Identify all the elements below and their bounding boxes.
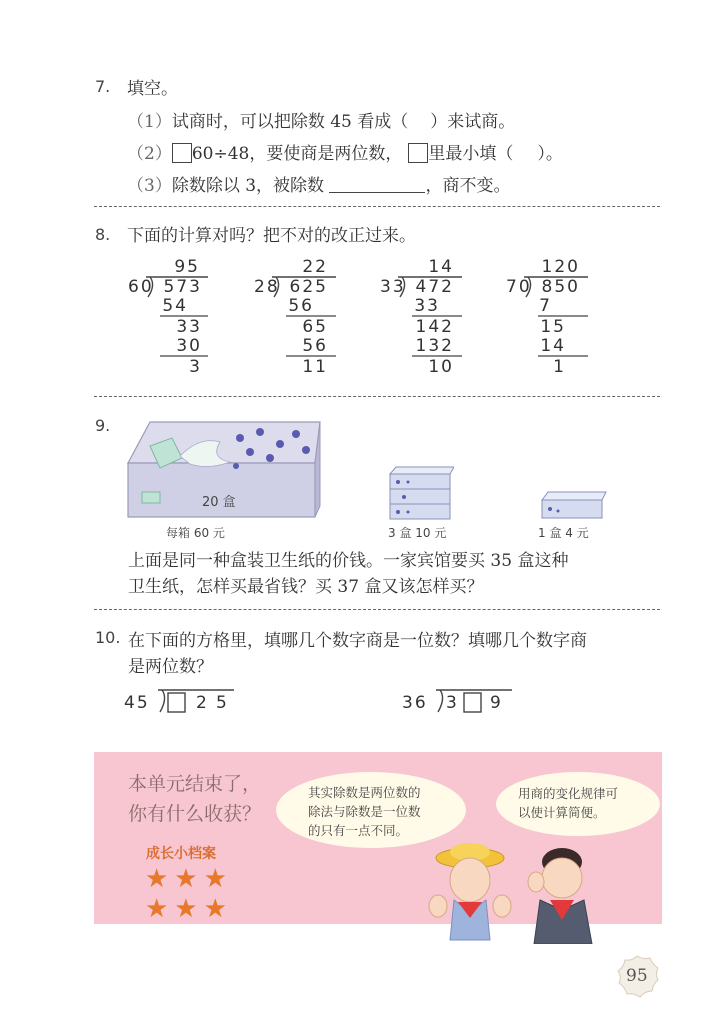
- single-box-top: [542, 492, 606, 500]
- bubble-2-line2: 以使计算简便。: [518, 805, 606, 820]
- q8-p2-divisor: 28: [254, 277, 280, 297]
- q8-p3-row2: 142: [415, 317, 454, 337]
- star-row-2-icon: ★★★: [145, 894, 233, 924]
- q7-sub3-label: （3）: [127, 176, 172, 196]
- divider-2: [94, 396, 660, 397]
- q7-sub2-text-a: 60÷48，要使商是两位数，: [191, 144, 403, 164]
- q10-p2-divisor: 36: [402, 693, 428, 713]
- q8-p1-divisor: 60: [128, 277, 154, 297]
- q8-p2-row3: 56: [302, 336, 328, 356]
- q7-sub2: [127, 139, 563, 164]
- q10-text-line1: 在下面的方格里，填哪几个数字商是一位数？填哪几个数字商: [128, 631, 587, 651]
- q10-p2-bracket: [438, 690, 443, 712]
- q10-text-line2: 是两位数？: [128, 657, 213, 677]
- q7-sub2-text-b: 里最小填（: [428, 144, 514, 164]
- caption-three-boxes: 3 盒 10 元: [388, 526, 447, 540]
- q7-sub2-label: （2）: [127, 144, 172, 164]
- bubble-2-line1: 用商的变化规律可: [518, 786, 619, 801]
- q8-p1-row2: 33: [176, 317, 202, 337]
- q7-sub2-box-2[interactable]: [408, 143, 428, 163]
- q8-problem-3: [380, 257, 462, 377]
- children-illustration: [420, 840, 610, 944]
- speech-bubble-2: [496, 772, 660, 836]
- boy-figure-icon: [528, 848, 592, 944]
- q7-sub3: [127, 171, 510, 196]
- q10-p1-digit-3: 5: [216, 693, 229, 713]
- bubble-1-line3: 的只有一点不同。: [308, 823, 409, 838]
- divider-1: [94, 206, 660, 207]
- q8-p3-dividend: 472: [415, 277, 454, 297]
- q10-p1-divisor: 45: [124, 693, 150, 713]
- q9-text-line2: 卫生纸，怎样买最省钱？买 37 盒又该怎样买？: [128, 577, 484, 597]
- boy-hand-icon: [528, 872, 544, 892]
- caption-per-carton: 每箱 60 元: [166, 526, 225, 540]
- q8-p4-divisor: 70: [506, 277, 532, 297]
- q8-p2-dividend: 625: [289, 277, 328, 297]
- q7-number: 7.: [95, 77, 111, 96]
- q8-p4-remainder: 1: [553, 357, 566, 377]
- q10-number: 10.: [95, 628, 121, 647]
- q10-p2-digit-1: 3: [446, 693, 459, 713]
- q10-p2-digit-box[interactable]: [464, 693, 481, 712]
- q9-text-line1: 上面是同一种盒装卫生纸的价钱。一家宾馆要买 35 盒这种: [128, 551, 569, 571]
- q7-sub1-label: （1）: [127, 112, 172, 132]
- q8-number: 8.: [95, 225, 111, 244]
- q10-p1-digit-box[interactable]: [168, 693, 185, 712]
- q7-sub2-text-c: ）。: [537, 144, 563, 164]
- stack-box-2: [390, 489, 450, 504]
- girl-figure-icon: [429, 843, 511, 940]
- q8-p1-quotient: 95: [174, 257, 200, 277]
- q7-sub1-text-b: ）来试商。: [430, 112, 516, 132]
- q8-problem-4: [506, 257, 588, 377]
- q7-sub1-text-a: 试商时，可以把除数 45 看成（: [171, 112, 409, 132]
- single-box-illustration: [538, 488, 608, 522]
- summary-question-line1: 本单元结束了，: [128, 773, 262, 795]
- q7-sub1: [127, 107, 515, 132]
- caption-one-box: 1 盒 4 元: [538, 526, 589, 540]
- summary-question-line2: 你有什么收获？: [128, 803, 262, 825]
- q8-p4-quotient: 120: [541, 257, 580, 277]
- girl-face-icon: [450, 858, 490, 902]
- q8-p2-remainder: 11: [302, 357, 328, 377]
- q8-p3-row1: 33: [414, 296, 440, 316]
- q7-sub3-blank[interactable]: [329, 176, 425, 193]
- q8-p4-row1: 7: [539, 296, 552, 316]
- q7-sub3-text-b: ，商不变。: [425, 176, 511, 196]
- girl-hand-left-icon: [429, 895, 447, 917]
- carton-label: 20 盒: [202, 495, 236, 510]
- q8-long-division-area: [120, 252, 620, 382]
- q7-sub2-box-1[interactable]: [172, 143, 192, 163]
- q8-p4-row2: 15: [540, 317, 566, 337]
- star-row-1-icon: ★★★: [145, 864, 233, 894]
- bubble-1-line2: 除法与除数是一位数: [308, 804, 421, 819]
- q8-p3-row3: 132: [415, 336, 454, 356]
- q8-p1-row1: 54: [162, 296, 188, 316]
- q9-number: 9.: [95, 416, 111, 435]
- page-number: 95: [626, 966, 648, 986]
- q8-p1-row3: 30: [176, 336, 202, 356]
- q10-p2-digit-3: 9: [490, 693, 503, 713]
- q10-p1-digit-2: 2: [196, 693, 209, 713]
- q10-p1-bracket: [160, 690, 165, 712]
- girl-hand-right-icon: [493, 895, 511, 917]
- q7-title: 填空。: [127, 79, 178, 99]
- q10-division-2: [400, 684, 520, 718]
- q8-problem-1: [128, 257, 208, 377]
- q8-p2-quotient: 22: [302, 257, 328, 277]
- q8-p4-row3: 14: [540, 336, 566, 356]
- speech-bubble-1: [276, 772, 466, 848]
- q10-division-1: [122, 684, 242, 718]
- small-tissue-icon: [142, 492, 160, 503]
- boy-face-icon: [542, 858, 582, 898]
- q8-p3-remainder: 10: [428, 357, 454, 377]
- q8-p2-row2: 65: [302, 317, 328, 337]
- q8-p3-quotient: 14: [428, 257, 454, 277]
- q8-problem-2: [254, 257, 336, 377]
- q8-p1-remainder: 3: [189, 357, 202, 377]
- q8-p1-dividend: 573: [163, 277, 202, 297]
- q8-p4-dividend: 850: [541, 277, 580, 297]
- bubble-1-line1: 其实除数是两位数的: [308, 785, 421, 800]
- q8-title: 下面的计算对吗？把不对的改正过来。: [127, 226, 416, 246]
- divider-3: [94, 609, 660, 610]
- q8-p3-divisor: 33: [380, 277, 406, 297]
- stack-top: [390, 467, 454, 474]
- q7-sub3-text-a: 除数除以 3，被除数: [171, 176, 325, 196]
- three-box-stack-illustration: [386, 464, 454, 522]
- growth-record-label: 成长小档案: [146, 846, 216, 862]
- q8-p2-row1: 56: [288, 296, 314, 316]
